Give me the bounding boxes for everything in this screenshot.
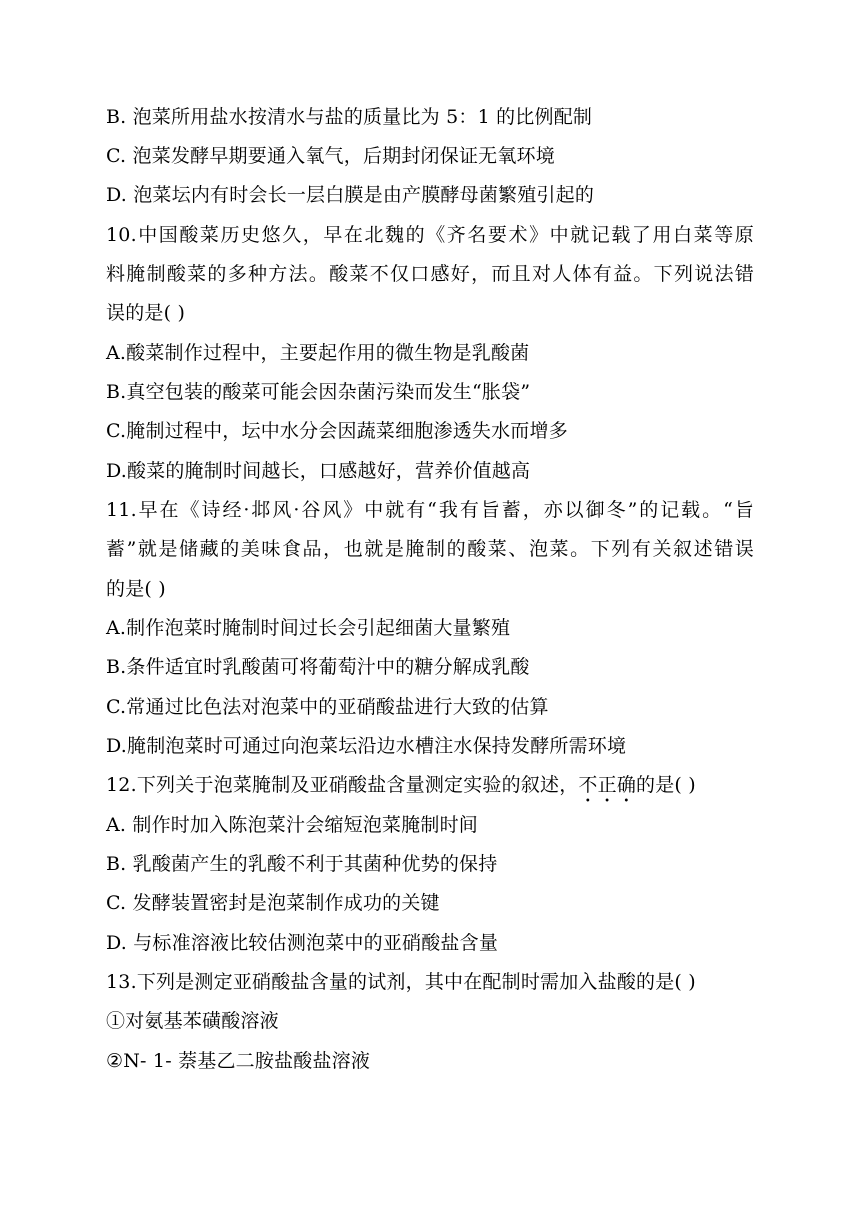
option-9b: B. 泡菜所用盐水按清水与盐的质量比为 5：1 的比例配制 — [106, 106, 593, 128]
option-12c: C. 发酵装置密封是泡菜制作成功的关键 — [106, 892, 440, 914]
option-11a: A.制作泡菜时腌制时间过长会引起细菌大量繁殖 — [106, 617, 511, 639]
option-10c: C.腌制过程中，坛中水分会因蔬菜细胞渗透失水而增多 — [106, 420, 568, 442]
question-12-emphasis: 不正确 — [578, 774, 637, 796]
question-10-line-3: 误的是( ) — [106, 302, 186, 324]
question-11-line-1: 11.早在《诗经·邶风·谷风》中就有“我有旨蓄，亦以御冬”的记载。“旨 — [106, 499, 754, 521]
option-10d: D.酸菜的腌制时间越长，口感越好，营养价值越高 — [106, 460, 531, 482]
option-11b: B.条件适宜时乳酸菌可将葡萄汁中的糖分解成乳酸 — [106, 656, 530, 678]
question-13-item-2: ②N- 1- 萘基乙二胺盐酸盐溶液 — [106, 1050, 371, 1072]
question-12-stem — [106, 772, 696, 807]
question-12-suffix: 的是( ) — [636, 774, 696, 796]
option-9c: C. 泡菜发酵早期要通入氧气，后期封闭保证无氧环境 — [106, 145, 555, 167]
question-13-stem: 13.下列是测定亚硝酸盐含量的试剂，其中在配制时需加入盐酸的是( ) — [106, 971, 696, 993]
option-11d: D.腌制泡菜时可通过向泡菜坛沿边水槽注水保持发酵所需环境 — [106, 735, 627, 757]
option-12a: A. 制作时加入陈泡菜汁会缩短泡菜腌制时间 — [106, 814, 479, 836]
question-12-prefix: 12.下列关于泡菜腌制及亚硝酸盐含量测定实验的叙述， — [106, 774, 579, 796]
question-11-line-2: 蓄”就是储藏的美味食品，也就是腌制的酸菜、泡菜。下列有关叙述错误 — [106, 538, 754, 560]
option-10b: B.真空包装的酸菜可能会因杂菌污染而发生“胀袋” — [106, 381, 531, 403]
question-11-line-3: 的是( ) — [106, 578, 166, 600]
option-12d: D. 与标准溶液比较估测泡菜中的亚硝酸盐含量 — [106, 932, 499, 954]
option-12b: B. 乳酸菌产生的乳酸不利于其菌种优势的保持 — [106, 853, 498, 875]
option-10a: A.酸菜制作过程中，主要起作用的微生物是乳酸菌 — [106, 342, 530, 364]
question-10-line-2: 料腌制酸菜的多种方法。酸菜不仅口感好，而且对人体有益。下列说法错 — [106, 263, 754, 285]
option-9d: D. 泡菜坛内有时会长一层白膜是由产膜酵母菌繁殖引起的 — [106, 184, 595, 206]
question-10-line-1: 10.中国酸菜历史悠久，早在北魏的《齐名要术》中就记载了用白菜等原 — [106, 224, 754, 246]
question-13-item-1: ①对氨基苯磺酸溶液 — [106, 1010, 279, 1032]
option-11c: C.常通过比色法对泡菜中的亚硝酸盐进行大致的估算 — [106, 696, 549, 718]
